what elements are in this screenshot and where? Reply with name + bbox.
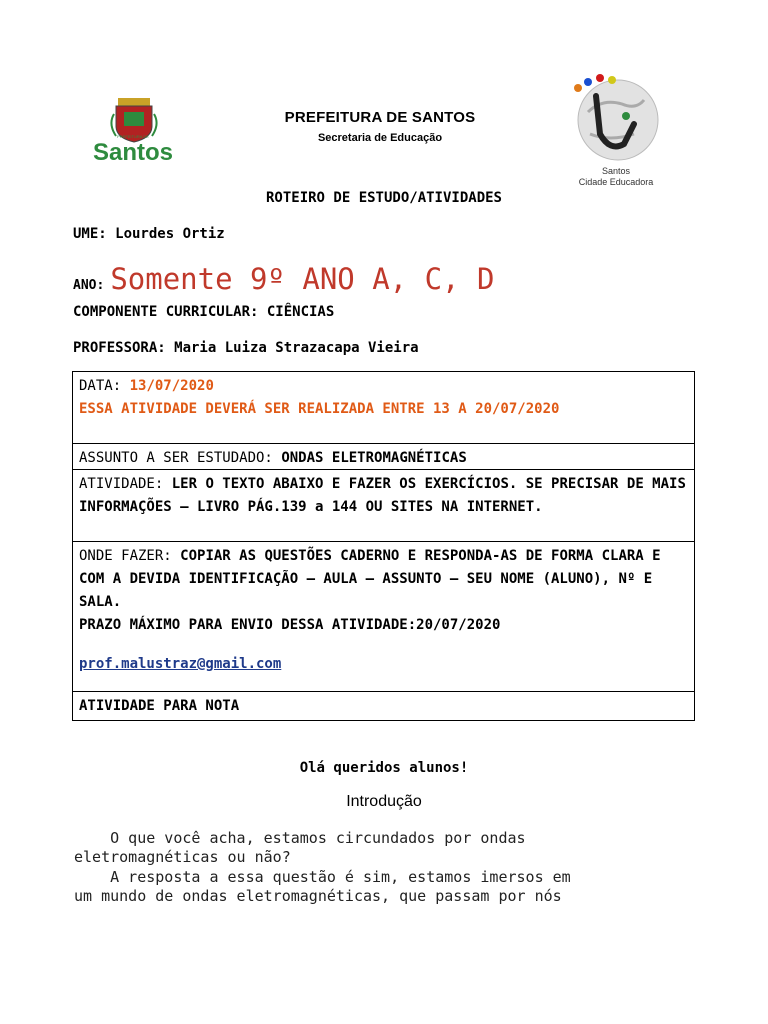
logo-santos-text: Santos bbox=[92, 139, 174, 166]
onde-value: COPIAR AS QUESTÕES CADERNO E RESPONDA-AS DE FORMA CLARA E COM A DEVIDA IDENTIFICAÇÃO – AULA – ASSUNTO – SEU NOME (ALUNO), Nº E SALA. bbox=[79, 548, 661, 610]
onde-fazer-cell bbox=[73, 542, 694, 692]
data-value: 13/07/2020 bbox=[129, 378, 214, 394]
header-titles bbox=[240, 109, 520, 144]
paragraph-1: O que você acha, estamos circundados por ondas eletromagnéticas ou não? bbox=[74, 829, 526, 866]
email-link[interactable]: prof.malustraz@gmail.com bbox=[79, 656, 282, 672]
activity-info-table bbox=[72, 371, 695, 721]
header-title: PREFEITURA DE SANTOS bbox=[284, 109, 476, 126]
ume-line: UME: Lourdes Ortiz bbox=[73, 226, 225, 242]
assunto-value: ONDAS ELETROMAGNÉTICAS bbox=[281, 450, 467, 466]
greeting: Olá queridos alunos! bbox=[299, 760, 469, 776]
ano-line bbox=[73, 262, 494, 296]
assunto-cell bbox=[73, 444, 694, 470]
atividade-value: LER O TEXTO ABAIXO E FAZER OS EXERCÍCIOS. SE PRECISAR DE MAIS INFORMAÇÕES – LIVRO PÁG.139 a 144 OU SITES NA INTERNET. bbox=[79, 476, 686, 515]
ano-value: Somente 9º ANO A, C, D bbox=[110, 262, 495, 296]
onde-label: ONDE FAZER: bbox=[79, 548, 172, 564]
professora-line: PROFESSORA: Maria Luiza Strazacapa Vieira bbox=[73, 340, 419, 356]
data-label: DATA: bbox=[79, 378, 122, 394]
nota-text: ATIVIDADE PARA NOTA bbox=[79, 698, 240, 714]
crest-inner bbox=[124, 112, 144, 126]
logo-small-text: PREFEITURA DE bbox=[117, 134, 149, 139]
intro-title: Introdução bbox=[346, 793, 422, 810]
prefeitura-santos-logo bbox=[78, 96, 188, 166]
right-logo-line2: Cidade Educadora bbox=[578, 177, 654, 187]
prazo-text: PRAZO MÁXIMO PARA ENVIO DESSA ATIVIDADE:20/07/2020 bbox=[79, 617, 501, 633]
document-title: ROTEIRO DE ESTUDO/ATIVIDADES bbox=[265, 190, 502, 206]
componente-line: COMPONENTE CURRICULAR: CIÊNCIAS bbox=[73, 304, 335, 320]
ano-label: ANO: bbox=[73, 278, 105, 293]
atividade-cell bbox=[73, 470, 694, 542]
data-cell bbox=[73, 372, 694, 444]
paragraph-2: A resposta a essa questão é sim, estamos imersos em um mundo de ondas eletromagnéticas, que passam por nós bbox=[74, 868, 571, 905]
crest-crown bbox=[118, 98, 150, 106]
cidade-educadora-logo bbox=[566, 72, 666, 190]
right-logo-line1: Santos bbox=[601, 166, 631, 176]
data-note: ESSA ATIVIDADE DEVERÁ SER REALIZADA ENTRE 13 A 20/07/2020 bbox=[79, 401, 560, 417]
atividade-label: ATIVIDADE: bbox=[79, 476, 164, 492]
header-subtitle: Secretaria de Educação bbox=[317, 132, 443, 144]
nota-cell bbox=[73, 692, 694, 720]
assunto-label: ASSUNTO A SER ESTUDADO: bbox=[79, 450, 273, 466]
